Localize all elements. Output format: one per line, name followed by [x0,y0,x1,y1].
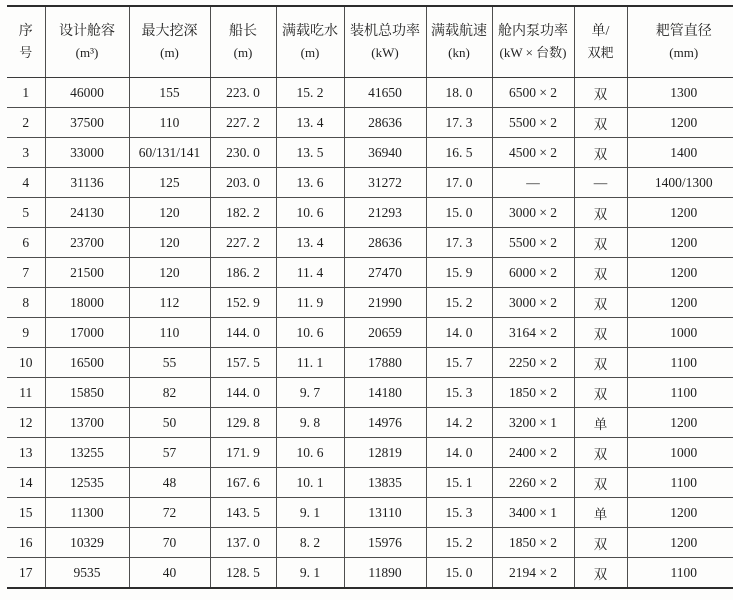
cell: 2400 × 2 [492,438,574,468]
cell: 15. 0 [426,198,492,228]
cell: 18. 0 [426,78,492,108]
column-unit: (kn) [448,44,470,60]
column-unit: (mm) [669,44,699,60]
column-unit: (kW × 台数) [499,44,567,60]
cell: 13 [7,438,45,468]
column-title: 满载航速 [431,24,487,40]
cell: 双 [574,558,627,589]
cell: 3 [7,138,45,168]
column-unit: (m) [233,44,253,60]
column-unit: (m) [300,44,320,60]
cell: 10. 6 [276,318,344,348]
cell: 11890 [344,558,426,589]
cell: 5500 × 2 [492,228,574,258]
cell: 13700 [45,408,129,438]
cell: 129. 8 [210,408,276,438]
cell: 21500 [45,258,129,288]
cell: 1200 [627,198,733,228]
cell: 8. 2 [276,528,344,558]
cell: 3164 × 2 [492,318,574,348]
cell: 17 [7,558,45,589]
cell: 16500 [45,348,129,378]
column-title: 最大挖深 [141,24,198,40]
cell: 15976 [344,528,426,558]
cell: 双 [574,438,627,468]
cell: 120 [129,258,210,288]
cell: 5 [7,198,45,228]
cell: 72 [129,498,210,528]
cell: 223. 0 [210,78,276,108]
cell: 1200 [627,228,733,258]
cell: 13. 6 [276,168,344,198]
table-row [7,108,733,138]
cell: 230. 0 [210,138,276,168]
cell: 12819 [344,438,426,468]
cell: 144. 0 [210,378,276,408]
column-header [574,6,627,78]
cell: 82 [129,378,210,408]
cell: 14. 0 [426,438,492,468]
cell: 125 [129,168,210,198]
column-header [492,6,574,78]
cell: 144. 0 [210,318,276,348]
column-title: 舱内泵功率 [498,24,568,40]
cell: 9. 1 [276,558,344,589]
cell: 13. 4 [276,228,344,258]
cell: 1850 × 2 [492,378,574,408]
cell: 31136 [45,168,129,198]
cell: 9 [7,318,45,348]
table-row [7,468,733,498]
cell: 33000 [45,138,129,168]
cell: 17880 [344,348,426,378]
cell: 18000 [45,288,129,318]
cell: 6500 × 2 [492,78,574,108]
cell: 3200 × 1 [492,408,574,438]
column-title: 装机总功率 [350,24,420,40]
header-row [7,6,733,78]
cell: 15. 3 [426,378,492,408]
cell: 9. 7 [276,378,344,408]
table-row [7,498,733,528]
table-row [7,408,733,438]
cell: 4 [7,168,45,198]
cell: 14 [7,468,45,498]
cell: 46000 [45,78,129,108]
cell: 双 [574,318,627,348]
cell: 双 [574,228,627,258]
table-row [7,378,733,408]
cell: 50 [129,408,210,438]
cell: 9. 8 [276,408,344,438]
cell: 1850 × 2 [492,528,574,558]
cell: 17. 0 [426,168,492,198]
cell: 15. 1 [426,468,492,498]
cell: 1200 [627,408,733,438]
cell: 1400/1300 [627,168,733,198]
cell: 1000 [627,438,733,468]
column-title: 序 [18,24,33,40]
column-title: 满载吃水 [282,24,338,40]
cell: 1400 [627,138,733,168]
cell: 2194 × 2 [492,558,574,589]
cell: 双 [574,468,627,498]
cell: 15. 0 [426,558,492,589]
cell: 120 [129,198,210,228]
cell: 17000 [45,318,129,348]
table-row [7,288,733,318]
column-unit: 双耙 [587,44,614,60]
cell: 双 [574,528,627,558]
table-row [7,228,733,258]
cell: 1200 [627,288,733,318]
cell: 11300 [45,498,129,528]
column-header [210,6,276,78]
column-header [426,6,492,78]
table-row [7,168,733,198]
cell: 16 [7,528,45,558]
cell: 4500 × 2 [492,138,574,168]
cell: 14. 2 [426,408,492,438]
cell: 1000 [627,318,733,348]
column-unit: (m) [160,44,179,60]
cell: 28636 [344,108,426,138]
cell: 23700 [45,228,129,258]
cell: 双 [574,138,627,168]
table-row [7,438,733,468]
table-header [7,6,733,78]
cell: 11. 4 [276,258,344,288]
cell: 20659 [344,318,426,348]
column-title: 设计舱容 [59,24,115,40]
cell: 152. 9 [210,288,276,318]
table-body [7,78,733,589]
cell: 单 [574,408,627,438]
cell: 1200 [627,258,733,288]
cell: 单 [574,498,627,528]
cell: 11. 1 [276,348,344,378]
column-unit: 号 [19,44,33,60]
cell: 120 [129,228,210,258]
cell: 110 [129,318,210,348]
cell: 2260 × 2 [492,468,574,498]
column-header [627,6,733,78]
cell: 10329 [45,528,129,558]
column-unit: (m³) [75,44,99,60]
cell: 1200 [627,108,733,138]
table-row [7,138,733,168]
cell: 41650 [344,78,426,108]
cell: 14180 [344,378,426,408]
cell: 15. 9 [426,258,492,288]
cell: 8 [7,288,45,318]
cell: 227. 2 [210,228,276,258]
cell: 31272 [344,168,426,198]
cell: 双 [574,78,627,108]
cell: 10 [7,348,45,378]
cell: 2250 × 2 [492,348,574,378]
cell: 15. 7 [426,348,492,378]
column-header [276,6,344,78]
cell: 16. 5 [426,138,492,168]
cell: 21293 [344,198,426,228]
cell: 双 [574,258,627,288]
cell: 14. 0 [426,318,492,348]
cell: 双 [574,288,627,318]
column-title: 船长 [229,24,257,40]
dredger-spec-table [7,5,733,589]
cell: 227. 2 [210,108,276,138]
cell: 13110 [344,498,426,528]
table-row [7,348,733,378]
cell: — [492,168,574,198]
cell: 15. 2 [426,528,492,558]
cell: 15 [7,498,45,528]
cell: 171. 9 [210,438,276,468]
cell: 17. 3 [426,228,492,258]
cell: 182. 2 [210,198,276,228]
column-header [344,6,426,78]
cell: 1200 [627,498,733,528]
column-header [7,6,45,78]
cell: 1 [7,78,45,108]
cell: 110 [129,108,210,138]
cell: 15. 2 [276,78,344,108]
cell: 70 [129,528,210,558]
table-row [7,528,733,558]
cell: 203. 0 [210,168,276,198]
cell: 13. 4 [276,108,344,138]
cell: 10. 6 [276,438,344,468]
cell: 1100 [627,558,733,589]
cell: 186. 2 [210,258,276,288]
cell: 双 [574,108,627,138]
column-title: 耙管直径 [655,24,712,40]
cell: — [574,168,627,198]
cell: 137. 0 [210,528,276,558]
cell: 1100 [627,348,733,378]
cell: 13255 [45,438,129,468]
cell: 40 [129,558,210,589]
cell: 21990 [344,288,426,318]
cell: 14976 [344,408,426,438]
cell: 28636 [344,228,426,258]
cell: 11 [7,378,45,408]
cell: 15. 2 [426,288,492,318]
cell: 112 [129,288,210,318]
cell: 3400 × 1 [492,498,574,528]
cell: 10. 6 [276,198,344,228]
cell: 1200 [627,528,733,558]
cell: 12 [7,408,45,438]
cell: 48 [129,468,210,498]
cell: 60/131/141 [129,138,210,168]
cell: 167. 6 [210,468,276,498]
cell: 37500 [45,108,129,138]
cell: 13835 [344,468,426,498]
table-row [7,198,733,228]
cell: 57 [129,438,210,468]
cell: 5500 × 2 [492,108,574,138]
cell: 55 [129,348,210,378]
cell: 3000 × 2 [492,198,574,228]
cell: 3000 × 2 [492,288,574,318]
cell: 15. 3 [426,498,492,528]
column-title: 单/ [591,24,610,40]
cell: 1100 [627,468,733,498]
cell: 双 [574,378,627,408]
cell: 155 [129,78,210,108]
cell: 36940 [344,138,426,168]
table-row [7,258,733,288]
column-unit: (kW) [371,44,399,60]
cell: 双 [574,198,627,228]
cell: 1300 [627,78,733,108]
cell: 9. 1 [276,498,344,528]
cell: 17. 3 [426,108,492,138]
cell: 9535 [45,558,129,589]
cell: 10. 1 [276,468,344,498]
cell: 6 [7,228,45,258]
column-header [129,6,210,78]
cell: 15850 [45,378,129,408]
table-row [7,318,733,348]
cell: 12535 [45,468,129,498]
cell: 13. 5 [276,138,344,168]
cell: 双 [574,348,627,378]
cell: 1100 [627,378,733,408]
table-row [7,78,733,108]
cell: 6000 × 2 [492,258,574,288]
table-row [7,558,733,589]
cell: 27470 [344,258,426,288]
cell: 2 [7,108,45,138]
cell: 143. 5 [210,498,276,528]
cell: 11. 9 [276,288,344,318]
cell: 128. 5 [210,558,276,589]
column-header [45,6,129,78]
cell: 157. 5 [210,348,276,378]
cell: 24130 [45,198,129,228]
cell: 7 [7,258,45,288]
